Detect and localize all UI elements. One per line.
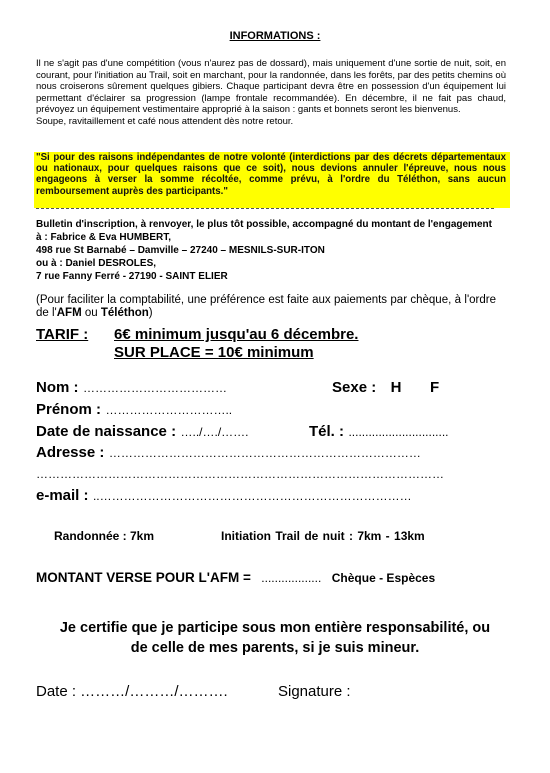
prenom-field[interactable]: ………………………….. xyxy=(105,403,233,417)
montant-label: MONTANT VERSE POUR L'AFM = xyxy=(36,570,251,585)
document-title: INFORMATIONS : xyxy=(229,30,321,42)
payment-note-prefix: (Pour faciliter la comptabilité, une préférence est faite aux paiements par chèque, à l'ordre de l' xyxy=(36,294,496,319)
payment-note-ou: ou xyxy=(81,307,101,319)
certify-line-1: Je certifie que je participe sous mon entière responsabilité, ou xyxy=(59,620,491,636)
adresse-field-line-2[interactable]: ………………………………………………………………………………………… xyxy=(36,467,444,481)
bulletin-line-2: 498 rue St Barnabé – Damville – 27240 – MESNILS-SUR-ITON xyxy=(36,245,325,256)
intro-text: Il ne s'agit pas d'une compétition (vous n'aurez pas de dossard), mais uniquement d'une sortie de nuit, soit, en courant, pour l'initiation au Trail, soit en marchant, pour la randonnée, dans les forêts, par des petits chemins où nous croiserons sûrement quelques gibiers. Chaque participant devra être en possession d'un équipement lui permettant d'éclairer sa progression (lampe frontale recommandée). En décembre, il ne fait pas chaud, prévoyez un équipement vestimentaire approprié à la saison : gants et bonnets seront les bienvenus. xyxy=(36,58,506,115)
naissance-row xyxy=(36,423,249,441)
nom-row xyxy=(36,379,227,397)
prenom-row xyxy=(36,401,232,419)
sexe-f-option[interactable]: F xyxy=(429,379,440,396)
nom-field[interactable]: ……………………………… xyxy=(82,381,227,395)
option-trail[interactable]: Initiation Trail de nuit : 7km - 13km xyxy=(221,529,425,543)
naissance-label: Date de naissance : xyxy=(36,423,177,440)
payment-note-telethon: Téléthon xyxy=(100,307,149,319)
montant-row xyxy=(36,569,435,587)
adresse-label: Adresse : xyxy=(36,444,105,461)
sexe-h-option[interactable]: H xyxy=(390,379,402,396)
tarif-early-price: 6€ minimum jusqu'au 6 décembre. xyxy=(114,326,359,343)
certify-line-2: de celle de mes parents, si je suis mineur. xyxy=(130,640,420,656)
bulletin-line-1: Bulletin d'inscription, à renvoyer, le plus tôt possible, accompagné du montant de l'engagement à : Fabrice & Eva HUMBERT, xyxy=(36,219,492,243)
naissance-field[interactable]: …../…./……. xyxy=(180,425,249,439)
adresse-field[interactable]: …………………………………………………………………… xyxy=(108,446,421,460)
payment-note xyxy=(36,294,496,320)
cancellation-notice: "Si pour des raisons indépendantes de notre volonté (interdictions par des décrets départementaux ou nationaux, pour quelques raisons que ce soit), nous devions annuler l'épreuve, nous nous engageons à verser la somme récoltée, comme prévu, à l'ordre du Téléthon, sans aucun remboursement auprès des participants." xyxy=(36,152,506,197)
tel-field[interactable]: .............................. xyxy=(348,425,449,439)
option-randonnee[interactable]: Randonnée : 7km xyxy=(54,529,155,543)
montant-methods: Chèque - Espèces xyxy=(331,571,436,585)
payment-note-suffix: ) xyxy=(148,307,153,319)
intro-last-line: Soupe, ravitaillement et café nous attendent dès notre retour. xyxy=(36,115,294,127)
registration-address-block xyxy=(36,218,496,283)
email-field[interactable]: ..…………………………………………………………………… xyxy=(92,489,412,503)
tel-label: Tél. : xyxy=(309,423,345,440)
email-row xyxy=(36,487,412,505)
tel-row xyxy=(309,423,449,441)
tarif-label: TARIF : xyxy=(36,326,89,343)
signature-field[interactable]: Signature : xyxy=(278,683,351,700)
sexe-row xyxy=(332,379,439,397)
cut-line-divider xyxy=(36,208,494,209)
date-field[interactable]: Date : ………/………/………. xyxy=(36,683,228,700)
bulletin-line-4: 7 rue Fanny Ferré - 27190 - SAINT ELIER xyxy=(36,271,228,282)
nom-label: Nom : xyxy=(36,379,79,396)
tarif-onsite-price: SUR PLACE = 10€ minimum xyxy=(114,344,314,361)
adresse-row xyxy=(36,444,421,462)
bulletin-line-3: ou à : Daniel DESROLES, xyxy=(36,258,157,269)
prenom-label: Prénom : xyxy=(36,401,102,418)
payment-note-afm: AFM xyxy=(56,307,82,319)
montant-field[interactable]: .................. xyxy=(261,571,322,585)
sexe-label: Sexe : xyxy=(332,379,377,396)
email-label: e-mail : xyxy=(36,487,89,504)
intro-paragraph xyxy=(36,58,506,127)
